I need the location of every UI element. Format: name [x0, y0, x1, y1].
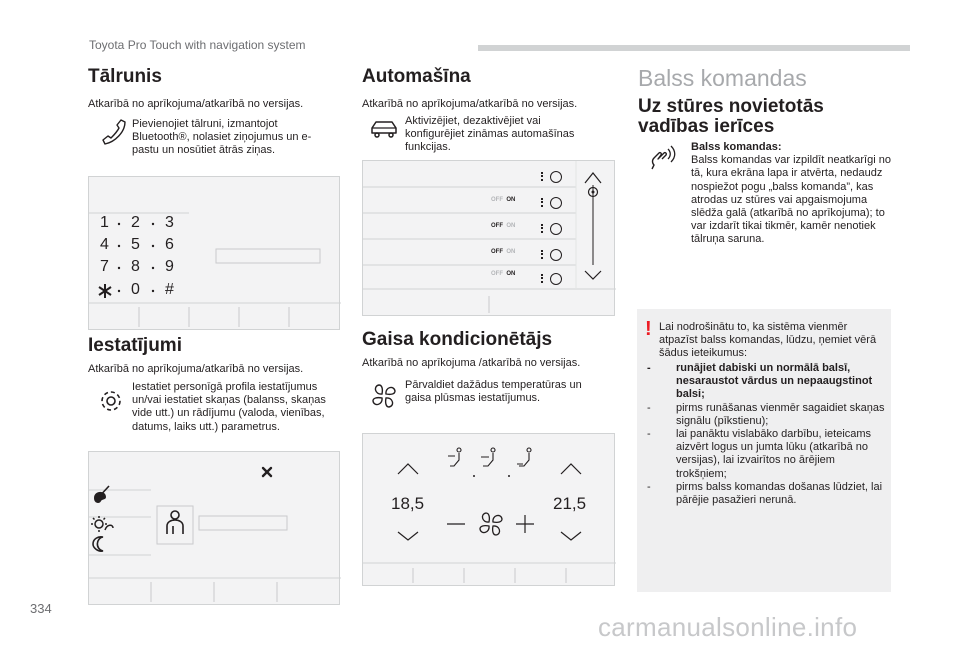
- voice-command-icon: [648, 143, 678, 173]
- iestatijumi-text: Iestatiet personīgā profila iestatījumus un/vai iestatiet skaņas (balanss, skaņas vide utt.) un rādījumu (valoda, vienības, datums, laiks utt.) parametrus.: [132, 381, 326, 433]
- toggle-off-label: OFF: [491, 271, 503, 277]
- airflow-face-icon[interactable]: [448, 448, 461, 466]
- row-1-info-icon[interactable]: [550, 171, 562, 183]
- toggle-on-label: ON: [506, 197, 516, 203]
- talrunis-heading: Tālrunis: [88, 66, 162, 87]
- temp-left-up-icon[interactable]: [398, 464, 418, 474]
- user-profile-icon[interactable]: [167, 511, 183, 534]
- watermark: carmanualsonline.info: [598, 612, 858, 642]
- key-1[interactable]: 1: [100, 214, 109, 231]
- airflow-windscreen-icon[interactable]: [517, 448, 531, 466]
- key-3[interactable]: 3: [165, 214, 174, 231]
- temp-left-value: 18,5: [391, 494, 425, 513]
- key-2[interactable]: 2: [131, 214, 140, 231]
- key-hash[interactable]: #: [165, 281, 174, 298]
- fan-speed-icon[interactable]: [480, 513, 502, 535]
- close-icon[interactable]: [263, 468, 271, 476]
- warning-item: - pirms runāšanas vienmēr sagaidiet skaņas signālu (pīkstienu);: [646, 402, 886, 428]
- scroll-up-icon[interactable]: [585, 173, 601, 183]
- audio-palette-icon[interactable]: [94, 486, 109, 503]
- key-5[interactable]: 5: [131, 236, 140, 253]
- talrunis-text: Pievienojiet tālruni, izmantojot Bluetooth®, nolasiet ziņojumus un e-pastu un nosūtiet ātrās ziņas.: [132, 118, 312, 157]
- asterisk-icon[interactable]: [99, 284, 111, 298]
- row-4-more-icon[interactable]: [541, 250, 544, 259]
- row-1-more-icon[interactable]: [541, 172, 544, 181]
- warning-item: - pirms balss komandas došanas lūdziet, lai pārējie pasažieri nerunā.: [646, 481, 886, 507]
- row-4-info-icon[interactable]: [550, 249, 562, 261]
- warning-intro: Lai nodrošinātu to, ka sistēma vienmēr atpazīst balss komandas, lūdzu, ņemiet vērā šādus ieteikumus:: [659, 321, 877, 360]
- key-7[interactable]: 7: [100, 258, 109, 275]
- balss-desc-text: Balss komandas var izpildīt neatkarīgi no tā, kura ekrāna lapa ir atvērta, nedaudz nospiežot pogu „balss komanda”, kas atrodas uz stūres vai apgaismojuma slēdža galā (atkarībā no aprīkojuma); to var izdarīt tikai tikmēr, kamēr nenotiek tālruņa saruna.: [691, 154, 891, 246]
- row-2-more-icon[interactable]: [541, 198, 544, 207]
- temp-right-value: 21,5: [553, 494, 587, 513]
- toggle-switch[interactable]: [491, 223, 515, 229]
- row-5-more-icon[interactable]: [541, 274, 544, 283]
- fan-increase-icon[interactable]: [516, 515, 534, 533]
- car-icon: [369, 114, 399, 144]
- settings-screen: [88, 451, 340, 605]
- toggle-on-label: ON: [506, 271, 516, 277]
- airflow-feet-icon[interactable]: [481, 448, 495, 466]
- phone-screen: [88, 176, 340, 330]
- row-3-more-icon[interactable]: [541, 224, 544, 233]
- toggle-on-label: ON: [506, 249, 516, 255]
- vehicle-screen: [362, 160, 615, 316]
- key-4[interactable]: 4: [100, 236, 109, 253]
- toggle-off-label: OFF: [491, 249, 503, 255]
- row-3-info-icon[interactable]: [550, 223, 562, 235]
- gaisa-text: Pārvaldiet dažādus temperatūras un gaisa plūsmas iestatījumus.: [405, 379, 582, 405]
- automasina-intro: Atkarībā no aprīkojuma/atkarībā no versijas.: [362, 98, 578, 110]
- running-header: Toyota Pro Touch with navigation system: [89, 38, 306, 52]
- automasina-heading: Automašīna: [362, 66, 471, 87]
- toggle-on-label: ON: [506, 223, 516, 229]
- temp-left-down-icon[interactable]: [398, 532, 418, 540]
- climate-screen: [362, 433, 615, 586]
- page-number: 334: [30, 601, 52, 616]
- display-brightness-icon[interactable]: [91, 516, 113, 532]
- key-6[interactable]: 6: [165, 236, 174, 253]
- night-mode-moon-icon[interactable]: [93, 537, 103, 551]
- automasina-text: Aktivizējiet, dezaktivējiet vai konfigurējiet zināmas automašīnas funkcijas.: [405, 115, 575, 154]
- toggle-switch[interactable]: [491, 249, 515, 255]
- temp-right-down-icon[interactable]: [561, 532, 581, 540]
- row-5-info-icon[interactable]: [550, 273, 562, 285]
- scroll-position-icon[interactable]: [589, 185, 598, 265]
- talrunis-intro: Atkarībā no aprīkojuma/atkarībā no versijas.: [88, 98, 304, 110]
- balss-title: Balss komandas: [638, 65, 807, 91]
- key-0[interactable]: 0: [131, 281, 140, 298]
- gaisa-heading: Gaisa kondicionētājs: [362, 329, 553, 350]
- phone-icon: [99, 117, 129, 147]
- row-2-info-icon[interactable]: [550, 197, 562, 209]
- settings-gear-icon: [96, 386, 126, 416]
- iestatijumi-intro: Atkarībā no aprīkojuma/atkarībā no versijas.: [88, 363, 304, 375]
- temp-right-up-icon[interactable]: [561, 464, 581, 474]
- header-rule: [478, 45, 910, 51]
- scroll-down-icon[interactable]: [585, 271, 601, 279]
- warning-item: - runājiet dabiski un normālā balsī, nesaraustot vārdus un nepaaugstinot balsi;: [646, 362, 886, 402]
- key-8[interactable]: 8: [131, 258, 140, 275]
- iestatijumi-heading: Iestatījumi: [88, 335, 182, 356]
- warning-item: - lai panāktu vislabāko darbību, ieteicams aizvērt logus un jumta lūku (atkarībā no versijas), lai izvairītos no ārējiem trokšņiem;: [646, 428, 886, 481]
- balss-desc-label: Balss komandas:: [691, 141, 782, 153]
- warning-exclamation-icon: !: [645, 318, 652, 340]
- gaisa-intro: Atkarībā no aprīkojuma /atkarībā no versijas.: [362, 357, 581, 369]
- toggle-switch[interactable]: [491, 197, 515, 203]
- balss-subtitle: Uz stūres novietotās vadības ierīces: [638, 96, 824, 137]
- toggle-switch[interactable]: [491, 271, 515, 277]
- toggle-off-label: OFF: [491, 197, 503, 203]
- toggle-off-label: OFF: [491, 223, 503, 229]
- key-9[interactable]: 9: [165, 258, 174, 275]
- warning-list: [646, 362, 886, 507]
- climate-fan-icon: [369, 381, 399, 411]
- balss-description: [691, 141, 901, 247]
